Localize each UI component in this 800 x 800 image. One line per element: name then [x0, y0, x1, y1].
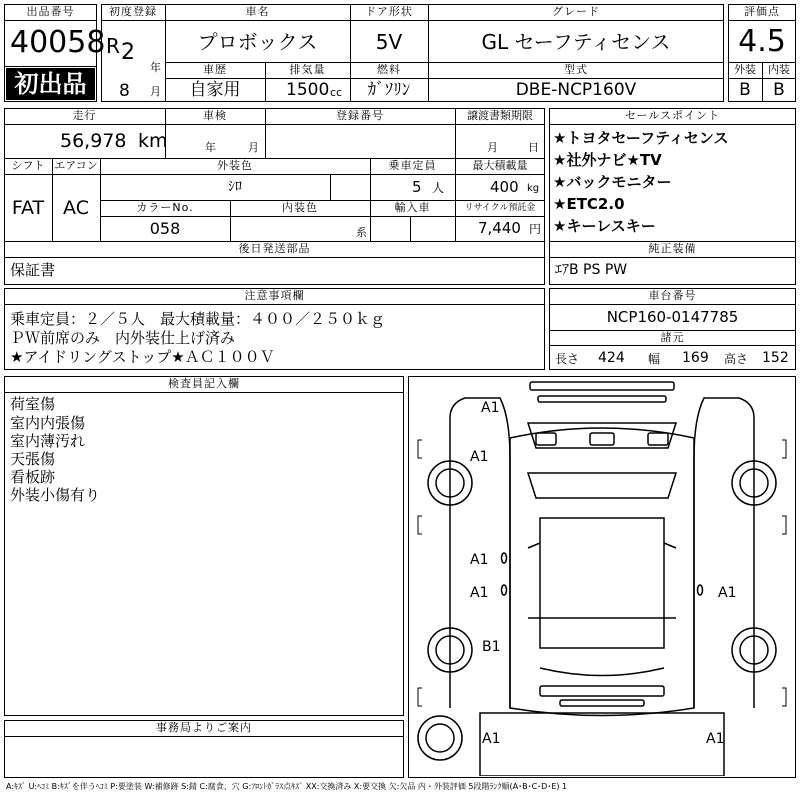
sales-point: ★トヨタセーフティセンス — [553, 129, 729, 147]
roof-panel — [540, 518, 664, 648]
import-label: 輸入車 — [394, 201, 431, 214]
int-color-label: 内装色 — [282, 201, 318, 214]
dims-label: 諸元 — [660, 331, 685, 344]
int-color-suffix: 系 — [356, 226, 367, 239]
reg-month-unit: 月 — [150, 85, 161, 98]
damage-mark: A1 — [718, 585, 737, 601]
reg-era: R — [106, 34, 120, 58]
inspector-line: 看板跡 — [10, 468, 56, 486]
chassis-number: NCP160-0147785 — [606, 308, 739, 326]
roof-bar — [538, 396, 666, 402]
int-grade: B — [773, 80, 785, 100]
damage-mark: A1 — [706, 731, 725, 747]
height: 152 — [762, 350, 789, 366]
model-label: 型式 — [564, 63, 588, 76]
damage-mark: A1 — [481, 400, 500, 416]
sales-point: ★バックモニター — [553, 173, 672, 191]
ac: AC — [63, 197, 89, 219]
lot-number: 40058 — [10, 25, 106, 60]
inspector-line: 室内内張傷 — [10, 414, 86, 432]
ins-month-unit: 月 — [248, 141, 259, 154]
transfer-month-unit: 月 — [487, 141, 498, 154]
lot-label: 出品番号 — [26, 5, 75, 18]
mileage: 56,978 — [60, 130, 127, 152]
equipment: ｴｱB PS PW — [555, 262, 628, 278]
reg-month: 8 — [119, 81, 130, 101]
sales-point: ★ETC2.0 — [553, 195, 625, 213]
recycle: 7,440 — [478, 219, 521, 237]
note-line: 乗車定員：２／５人 最大積載量：４００／２５０ｋｇ — [10, 310, 386, 328]
load-label: 最大積載量 — [472, 159, 528, 172]
ac-label: エアコン — [54, 159, 98, 172]
note-line: ＰＷ前席のみ 内外装仕上げ済み — [10, 329, 236, 347]
door-label: ドア形状 — [365, 5, 413, 18]
inspector-line: 荷室傷 — [10, 395, 56, 413]
ins-year-unit: 年 — [205, 141, 216, 154]
door-type: 5V — [375, 30, 403, 54]
capacity-label: 乗車定員 — [388, 159, 437, 172]
note-line: ★アイドリングストップ★ＡＣ１００Ｖ — [10, 348, 275, 366]
grade-label: グレード — [552, 5, 600, 18]
inspector-line: 天張傷 — [10, 450, 56, 468]
height-label: 高さ — [724, 352, 749, 366]
load-unit: kg — [527, 183, 540, 194]
car-body-top — [510, 428, 694, 716]
damage-mark: A1 — [470, 449, 489, 465]
color-no-label: カラーNo. — [136, 201, 194, 214]
score-label: 評価点 — [744, 5, 780, 18]
int-label: 内装 — [768, 63, 790, 76]
later-parts: 保証書 — [10, 261, 56, 279]
roof-bar — [530, 382, 674, 390]
displacement-unit: cc — [330, 86, 343, 99]
first-listing-badge: 初出品 — [6, 68, 95, 100]
notes-label: 注意事項欄 — [244, 289, 305, 302]
sales-point: ★社外ナビ★TV — [553, 151, 662, 169]
later-parts-label: 後日発送部品 — [238, 242, 311, 255]
displacement-label: 排気量 — [289, 63, 326, 76]
inspector-line: 外装小傷有り — [10, 486, 101, 504]
ext-label: 外装 — [734, 63, 756, 76]
length: 424 — [598, 350, 625, 366]
damage-mark: A1 — [470, 552, 489, 568]
car-diagram — [410, 378, 794, 776]
legend: A:ｷｽﾞ U:ﾍｺﾐ B:ｷｽﾞを伴うﾍｺﾐ P:要塗装 W:補修跡 S:錆 C:腐食、穴 G:ﾌﾛﾝﾄｶﾞﾗｽ点ｷｽﾞ XX:交換済み X:要交換 欠:欠品 内・外装評価 5段階ﾗﾝｸ順(A･B･C･D･E) 1 — [6, 782, 568, 791]
shift-label: シフト — [11, 159, 45, 172]
damage-mark: A1 — [482, 731, 501, 747]
capacity-unit: 人 — [432, 181, 445, 195]
ext-color: ｼﾛ — [228, 179, 242, 195]
car-name: プロボックス — [197, 30, 318, 54]
rear-view — [480, 713, 724, 776]
ext-color-label: 外装色 — [217, 159, 253, 172]
damage-mark: A1 — [470, 585, 489, 601]
spare-wheel — [418, 716, 462, 760]
ext-grade: B — [739, 80, 751, 100]
score: 4.5 — [738, 24, 786, 59]
history: 自家用 — [189, 80, 241, 100]
reg-label: 初度登録 — [109, 5, 157, 18]
inspection-label: 車検 — [203, 109, 227, 122]
mileage-label: 走行 — [72, 109, 97, 122]
reg-year-unit: 年 — [150, 61, 161, 74]
sales-point: ★キーレスキー — [553, 217, 656, 235]
sales-label: セールスポイント — [624, 109, 720, 122]
reg-year: 2 — [121, 40, 135, 65]
recycle-unit: 円 — [529, 222, 542, 236]
fuel: ｶﾞｿﾘﾝ — [367, 80, 411, 100]
history-label: 車歴 — [203, 63, 227, 76]
recycle-label: リサイクル預託金 — [464, 203, 536, 213]
mileage-unit: km — [138, 130, 168, 152]
shift: FAT — [11, 197, 45, 219]
office-label: 事務局よりご案内 — [156, 721, 252, 734]
length-label: 長さ — [555, 352, 580, 366]
inspector-line: 室内薄汚れ — [10, 432, 86, 450]
width: 169 — [682, 350, 709, 366]
model: DBE-NCP160V — [515, 80, 637, 100]
transfer-day-unit: 日 — [528, 141, 539, 154]
grade: GL セーフティセンス — [481, 30, 671, 54]
width-label: 幅 — [648, 352, 661, 366]
color-no: 058 — [149, 219, 181, 238]
transfer-label: 譲渡書類期限 — [467, 109, 533, 122]
fuel-label: 燃料 — [377, 63, 401, 76]
damage-mark: B1 — [482, 639, 501, 655]
capacity: 5 — [412, 178, 422, 196]
equip-label: 純正装備 — [648, 242, 697, 255]
displacement: 1500 — [286, 80, 330, 100]
chassis-label: 車台番号 — [648, 289, 697, 302]
name-label: 車名 — [245, 5, 270, 18]
load: 400 — [490, 178, 519, 196]
inspector-label: 検査員記入欄 — [168, 377, 240, 390]
plate-label: 登録番号 — [336, 109, 384, 122]
